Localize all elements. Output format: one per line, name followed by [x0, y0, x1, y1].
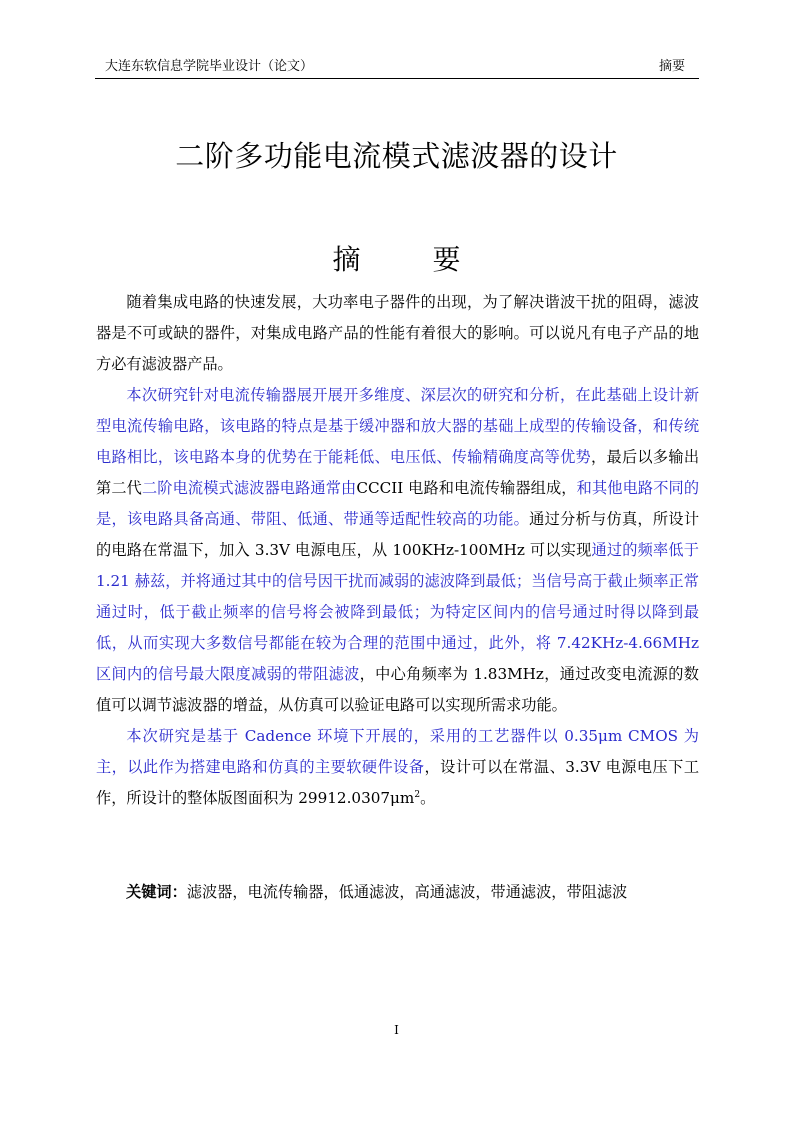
abstract-paragraph-1: 随着集成电路的快速发展，大功率电子器件的出现，为了解决谐波干扰的阻碍，滤波器是不可或缺的器件，对集成电路产品的性能有着很大的影响。可以说凡有电子产品的地方必有滤波器产品。 — [96, 293, 699, 373]
page-header — [95, 56, 699, 79]
keywords-label: 关键词： — [126, 883, 187, 901]
plain-text: 。 — [420, 789, 436, 807]
plain-text: ，最后以多输出第二代 — [96, 448, 699, 497]
plain-text: CCCII 电路和电流传输器组成， — [356, 479, 577, 497]
keywords-line — [126, 877, 706, 908]
header-thesis-label: 大连东软信息学院毕业设计（论文） — [105, 59, 314, 74]
highlighted-text: 本次研究是基于 Cadence 环境下开展的，采用的工艺器件以 0.35μm CMOS 为主，以此作为搭建电路和仿真的主要软硬件设备 — [96, 727, 699, 776]
highlighted-text: 本次研究针对电流传输器展开展开多维度、深层次的研究和分析，在此基础上设计新型电流传输电路，该电路的特点是基于缓冲器和放大器的基础上成型的传输设备，和传统电路相比，该电路本身的优势在于能耗低、电压低、传输精确度高等优势 — [96, 386, 699, 466]
plain-text: ，中心角频率为 1.83MHz，通过改变电流源的数值可以调节滤波器的增益，从仿真可以验证电路可以实现所需求功能。 — [96, 665, 699, 714]
abstract-body — [96, 287, 699, 814]
superscript-exponent: 2 — [414, 789, 421, 800]
page-number: I — [394, 1023, 399, 1037]
header-section-label: 摘要 — [658, 59, 685, 74]
thesis-title: 二阶多功能电流模式滤波器的设计 — [175, 139, 618, 173]
abstract-paragraph-2 — [96, 380, 699, 721]
highlighted-text: 二阶电流模式滤波器电路通常由 — [141, 479, 357, 497]
plain-text: 通过分析与仿真，所设计的电路在常温下，加入 3.3V 电源电压，从 100KHz-100MHz 可以实现 — [96, 510, 699, 559]
abstract-paragraph-3 — [96, 721, 699, 814]
keywords-text: 滤波器，电流传输器，低通滤波，高通滤波，带通滤波，带阻滤波 — [186, 883, 628, 901]
plain-text: ，设计可以在常温、3.3V 电源电压下工作，所设计的整体版图面积为 29912.0307μm — [96, 758, 700, 807]
abstract-heading: 摘 要 — [332, 243, 483, 276]
highlighted-text: 通过的频率低于 1.21 赫兹，并将通过其中的信号因干扰而减弱的滤波降到最低；当信号高于截止频率正常通过时，低于截止频率的信号将会被降到最低；为特定区间内的信号通过时得以降到最低，从而实现大多数信号都能在较为合理的范围中通过，此外，将 7.42KHz-4.66MHz 区间内的信号最大限度减弱的带阻滤波 — [96, 541, 699, 683]
highlighted-text: 和其他电路不同的是，该电路具备高通、带阻、低通、带通等适配性较高的功能。 — [96, 479, 700, 528]
